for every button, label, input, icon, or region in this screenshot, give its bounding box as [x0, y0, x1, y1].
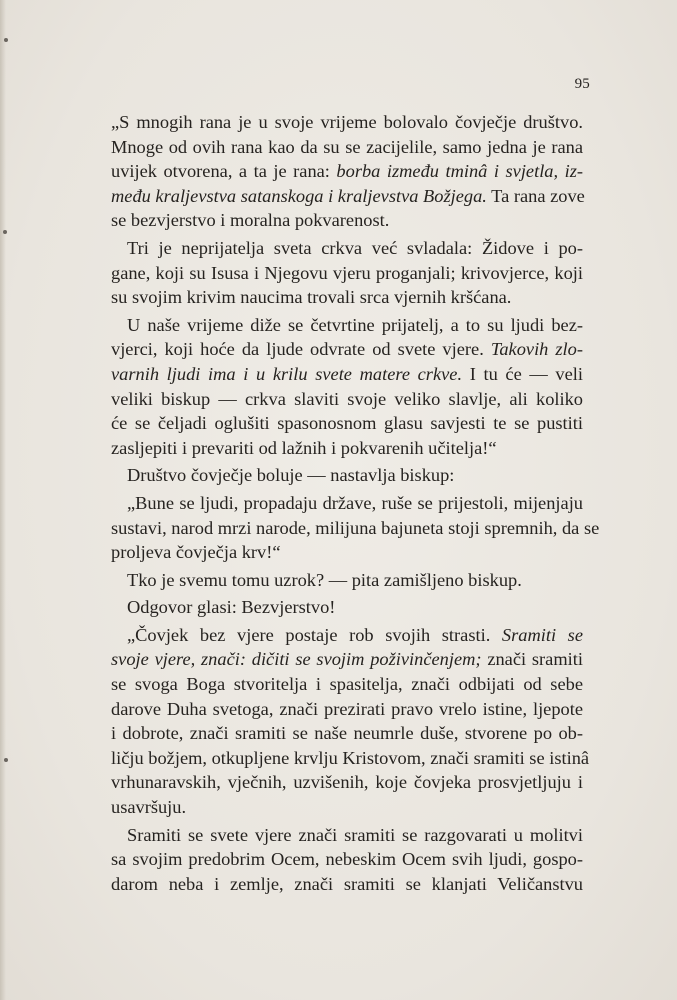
text-segment: darom neba i zemlje, znači sramiti se klanjati Veličanstvu — [111, 873, 583, 894]
text-line — [111, 110, 583, 135]
print-speck — [4, 38, 8, 42]
page-number: 95 — [574, 76, 590, 92]
text-segment: Tko je svemu tomu uzrok? — pita zamišljeno biskup. — [127, 569, 522, 590]
text-line — [111, 847, 583, 872]
text-segment: Mnoge od ovih rana kao da su se zacijelile, samo jedna je rana — [111, 136, 583, 157]
text-line — [111, 623, 583, 648]
text-line — [111, 285, 583, 310]
text-segment: „Čovjek bez vjere postaje rob svojih strasti. — [127, 624, 502, 645]
text-segment: U naše vrijeme diže se četvrtine prijatelj, a to su ljudi bez- — [127, 314, 583, 335]
text-segment: i dobrote, znači sramiti se naše neumrle duše, stvorene po ob- — [111, 723, 583, 744]
text-segment: Sramiti se svete vjere znači sramiti se razgovarati u molitvi — [127, 824, 583, 845]
text-segment: darove Duha svetoga, znači prezirati pravo vrelo istine, ljepote — [111, 698, 583, 719]
page-edge-shadow — [0, 0, 6, 1000]
text-segment: „Bune se ljudi, propadaju države, ruše se prijestoli, mijenjaju — [127, 492, 583, 513]
text-segment: vjerci, koji hoće da ljude odvrate od svete vjere. — [111, 339, 491, 360]
text-line — [111, 795, 583, 820]
text-line — [111, 463, 583, 488]
text-line — [111, 313, 583, 338]
text-segment: Odgovor glasi: Bezvjerstvo! — [127, 597, 336, 618]
text-segment: „S mnogih rana je u svoje vrijeme bolovalo čovječje društvo. — [111, 112, 583, 132]
text-line — [111, 516, 600, 541]
text-line — [111, 595, 583, 620]
text-segment: sustavi, narod mrzi narode, milijuna bajuneta stoji spremnih, da se — [111, 517, 600, 538]
text-segment: su svojim krivim naucima trovali srca vjernih kršćana. — [111, 287, 512, 308]
text-line — [111, 721, 583, 746]
text-segment: gane, koji su Isusa i Njegovu vjeru proganjali; krivovjerce, koji — [111, 262, 583, 283]
print-speck — [3, 230, 7, 234]
print-speck — [4, 758, 8, 762]
italic-text: borba između tminâ i svjetla, iz- — [336, 161, 583, 182]
text-line — [111, 411, 583, 436]
italic-text: Sramiti se — [501, 624, 584, 645]
italic-text: svoje vjere, znači: dičiti se svojim poživinčenjem; — [111, 649, 482, 670]
text-line — [111, 261, 583, 286]
text-segment: zasljepiti i prevariti od lažnih i pokvarenih učitelja!“ — [111, 437, 497, 458]
text-segment: se svoga Boga stvoritelja i spasitelja, znači odbijati od sebe — [111, 674, 583, 695]
text-segment: I tu će — veli — [462, 363, 584, 384]
italic-text: među kraljevstva satanskoga i kraljevstva Božjega. — [111, 185, 487, 206]
text-line — [111, 184, 583, 209]
text-line — [111, 135, 583, 160]
text-line — [111, 568, 583, 593]
text-segment: sa svojim predobrim Ocem, nebeskim Ocem svih ljudi, gospo- — [111, 849, 583, 870]
text-line — [111, 208, 583, 233]
text-segment: se bezvjerstvo i moralna pokvarenost. — [111, 210, 390, 231]
italic-text: Takovih zlo- — [490, 339, 583, 360]
text-line — [111, 236, 583, 261]
text-segment: Društvo čovječje boluje — nastavlja biskup: — [127, 465, 455, 486]
text-line — [111, 540, 583, 565]
text-segment: Ta rana zove — [486, 185, 585, 206]
body-text — [111, 110, 600, 896]
text-line — [111, 436, 583, 461]
text-line — [111, 746, 590, 771]
text-segment: uvijek otvorena, a ta je rana: — [111, 161, 337, 182]
text-segment: usavršuju. — [111, 797, 187, 818]
text-segment: ličju božjem, otkupljene krvlju Kristovom, znači sramiti se istinâ — [111, 747, 590, 768]
text-line — [111, 770, 583, 795]
text-segment: znači sramiti — [481, 649, 583, 670]
text-line — [111, 872, 583, 897]
text-segment: proljeva čovječja krv!“ — [111, 542, 281, 563]
text-line — [111, 491, 583, 516]
text-segment: Tri je neprijatelja sveta crkva već svladala: Židove i po- — [127, 237, 583, 258]
text-line — [111, 362, 583, 387]
text-line — [111, 672, 583, 697]
text-segment: veliki biskup — crkva slaviti svoje veliko slavlje, ali koliko — [111, 388, 583, 409]
italic-text: varnih ljudi ima i u krilu svete matere crkve. — [111, 363, 463, 384]
text-segment: vrhunaravskih, vječnih, uzvišenih, koje čovjeka prosvjetljuju i — [111, 772, 583, 793]
text-line — [111, 647, 583, 672]
text-segment: će se čeljadi oglušiti spasonosnom glasu savjesti te se pustiti — [111, 413, 583, 434]
text-line — [111, 387, 583, 412]
text-line — [111, 823, 583, 848]
text-line — [111, 697, 583, 722]
text-line — [111, 337, 583, 362]
text-line — [111, 159, 583, 184]
